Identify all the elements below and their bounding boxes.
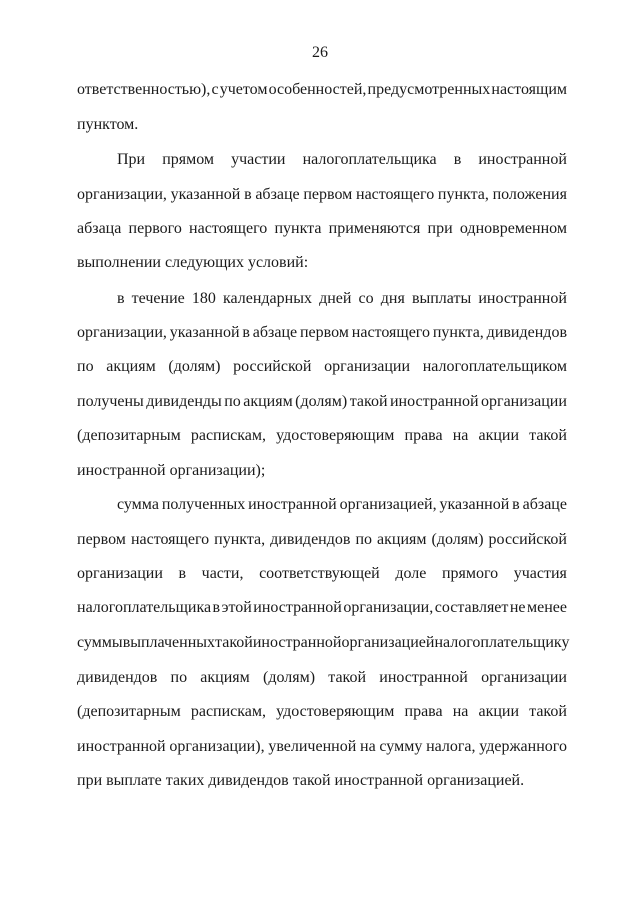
word: течение	[131, 290, 185, 307]
word: дней	[319, 290, 352, 307]
word: акциям	[243, 393, 293, 410]
word: акциям	[106, 358, 156, 375]
word: на	[452, 427, 469, 444]
word: иностранной	[478, 151, 567, 168]
word: пункта,	[214, 531, 266, 548]
word: права	[404, 427, 443, 444]
word: в	[242, 324, 250, 341]
word: организации	[77, 565, 163, 582]
word: налога,	[426, 738, 476, 755]
word: (долям)	[295, 393, 348, 410]
text-line	[77, 737, 567, 757]
word: одновременном	[459, 220, 567, 237]
text-line	[77, 392, 567, 412]
text-line	[77, 598, 567, 618]
text-line: иностранной организации);	[77, 462, 266, 479]
word: выплаченных	[122, 634, 216, 651]
word: в	[178, 565, 187, 582]
word: по	[355, 531, 372, 548]
text-line	[77, 185, 567, 205]
word: по	[170, 669, 188, 686]
word: налогоплательщику	[434, 634, 570, 651]
word: сумму	[379, 738, 423, 755]
text-line	[77, 702, 567, 722]
word: при	[427, 220, 453, 237]
word: менее	[527, 599, 567, 616]
word: акциям	[200, 669, 250, 686]
text-line	[117, 150, 567, 170]
word: налогоплательщиком	[422, 358, 567, 375]
text-line	[77, 668, 567, 688]
word: такой	[529, 427, 567, 444]
word: налогоплательщика	[302, 151, 437, 168]
page-number: 26	[312, 44, 328, 61]
word: доле	[395, 565, 427, 582]
text-line	[117, 495, 567, 515]
word: организации,	[343, 599, 434, 616]
word: участия	[513, 565, 567, 582]
word: по	[224, 393, 241, 410]
word: положения	[492, 186, 567, 203]
text-line	[77, 323, 567, 343]
word: организацией,	[339, 496, 437, 513]
word: указанной	[169, 324, 240, 341]
word: дивидендов	[270, 531, 351, 548]
word: организации,	[77, 186, 167, 203]
word: дивидендов	[77, 669, 158, 686]
word: права	[404, 703, 443, 720]
text-line	[77, 80, 567, 100]
word: распискам,	[190, 427, 267, 444]
word: на	[360, 738, 376, 755]
word: указанной	[170, 186, 241, 203]
text-line: выполнении следующих условий:	[77, 254, 309, 271]
word: составляет	[434, 599, 509, 616]
word: ответственностью),	[77, 81, 211, 98]
word: иностранной	[253, 599, 342, 616]
word: выплаты	[411, 290, 472, 307]
word: иностранной	[252, 634, 342, 651]
word: организации	[481, 669, 567, 686]
text-line	[77, 530, 567, 550]
text-line	[117, 289, 567, 309]
word: российской	[233, 358, 312, 375]
word: настоящего	[351, 324, 430, 341]
word: соответствующей	[259, 565, 380, 582]
word: сумма	[117, 496, 159, 513]
word: абзаце	[522, 496, 567, 513]
word: (депозитарным	[77, 703, 181, 720]
word: такой	[349, 393, 388, 410]
word: настоящим	[491, 81, 567, 98]
word: настоящего	[356, 186, 435, 203]
word: такой	[328, 669, 367, 686]
text-line	[77, 633, 570, 653]
word: пункта,	[432, 324, 484, 341]
word: иностранной	[248, 496, 337, 513]
word: настоящего	[130, 531, 210, 548]
word: первого	[128, 220, 182, 237]
word: настоящего	[189, 220, 268, 237]
word: суммы	[77, 634, 123, 651]
word: такой	[215, 634, 253, 651]
text-line	[77, 426, 567, 446]
word: российской	[488, 531, 567, 548]
word: При	[117, 151, 146, 168]
word: с	[211, 81, 219, 98]
word: на	[452, 703, 469, 720]
word: получены	[77, 393, 144, 410]
word: такой	[529, 703, 567, 720]
word: распискам,	[190, 703, 267, 720]
word: прямого	[441, 565, 499, 582]
word: абзаце	[252, 324, 298, 341]
word: налогоплательщика	[77, 599, 212, 616]
word: дня	[380, 290, 405, 307]
word: не	[509, 599, 526, 616]
word: организации),	[169, 738, 265, 755]
word: абзаце	[255, 186, 300, 203]
word: абзаца	[77, 220, 122, 237]
word: иностранной	[389, 393, 479, 410]
word: 180	[191, 290, 216, 307]
word: организацией	[341, 634, 435, 651]
text-line	[77, 219, 567, 239]
word: иностранной	[77, 738, 166, 755]
word: по	[77, 358, 94, 375]
text-line: при выплате таких дивидендов такой иностранной организацией.	[77, 772, 525, 789]
word: применяются	[328, 220, 421, 237]
text-line	[77, 564, 567, 584]
word: прямом	[162, 151, 215, 168]
word: акциям	[377, 531, 427, 548]
word: учетом	[219, 81, 268, 98]
word: акции	[478, 427, 520, 444]
word: в	[117, 290, 125, 307]
word: удостоверяющим	[276, 427, 395, 444]
word: в	[212, 599, 221, 616]
word: со	[358, 290, 374, 307]
text-line	[77, 357, 567, 377]
word: дивиденды	[146, 393, 222, 410]
word: календарных	[222, 290, 312, 307]
word: удержанного	[479, 738, 567, 755]
word: дивидендов	[486, 324, 567, 341]
word: организации	[324, 358, 411, 375]
word: (долям)	[262, 669, 316, 686]
word: пункта,	[437, 186, 489, 203]
word: удостоверяющим	[276, 703, 395, 720]
word: (долям)	[431, 531, 484, 548]
word: организации,	[77, 324, 167, 341]
word: (депозитарным	[77, 427, 181, 444]
word: увеличенной	[268, 738, 357, 755]
word: в	[512, 496, 520, 513]
word: полученных	[161, 496, 246, 513]
word: в	[453, 151, 462, 168]
word: первом	[303, 186, 353, 203]
text-line: пунктом.	[77, 116, 139, 133]
word: особенностей,	[268, 81, 367, 98]
word: этой	[221, 599, 252, 616]
word: участии	[231, 151, 286, 168]
word: указанной	[439, 496, 510, 513]
word: первом	[299, 324, 349, 341]
word: иностранной	[379, 669, 468, 686]
word: в	[244, 186, 252, 203]
word: иностранной	[478, 290, 567, 307]
word: (долям)	[168, 358, 221, 375]
word: части,	[201, 565, 244, 582]
word: акции	[478, 703, 520, 720]
word: пункта	[274, 220, 322, 237]
word: предусмотренных	[367, 81, 491, 98]
word: первом	[77, 531, 126, 548]
word: организации	[481, 393, 567, 410]
